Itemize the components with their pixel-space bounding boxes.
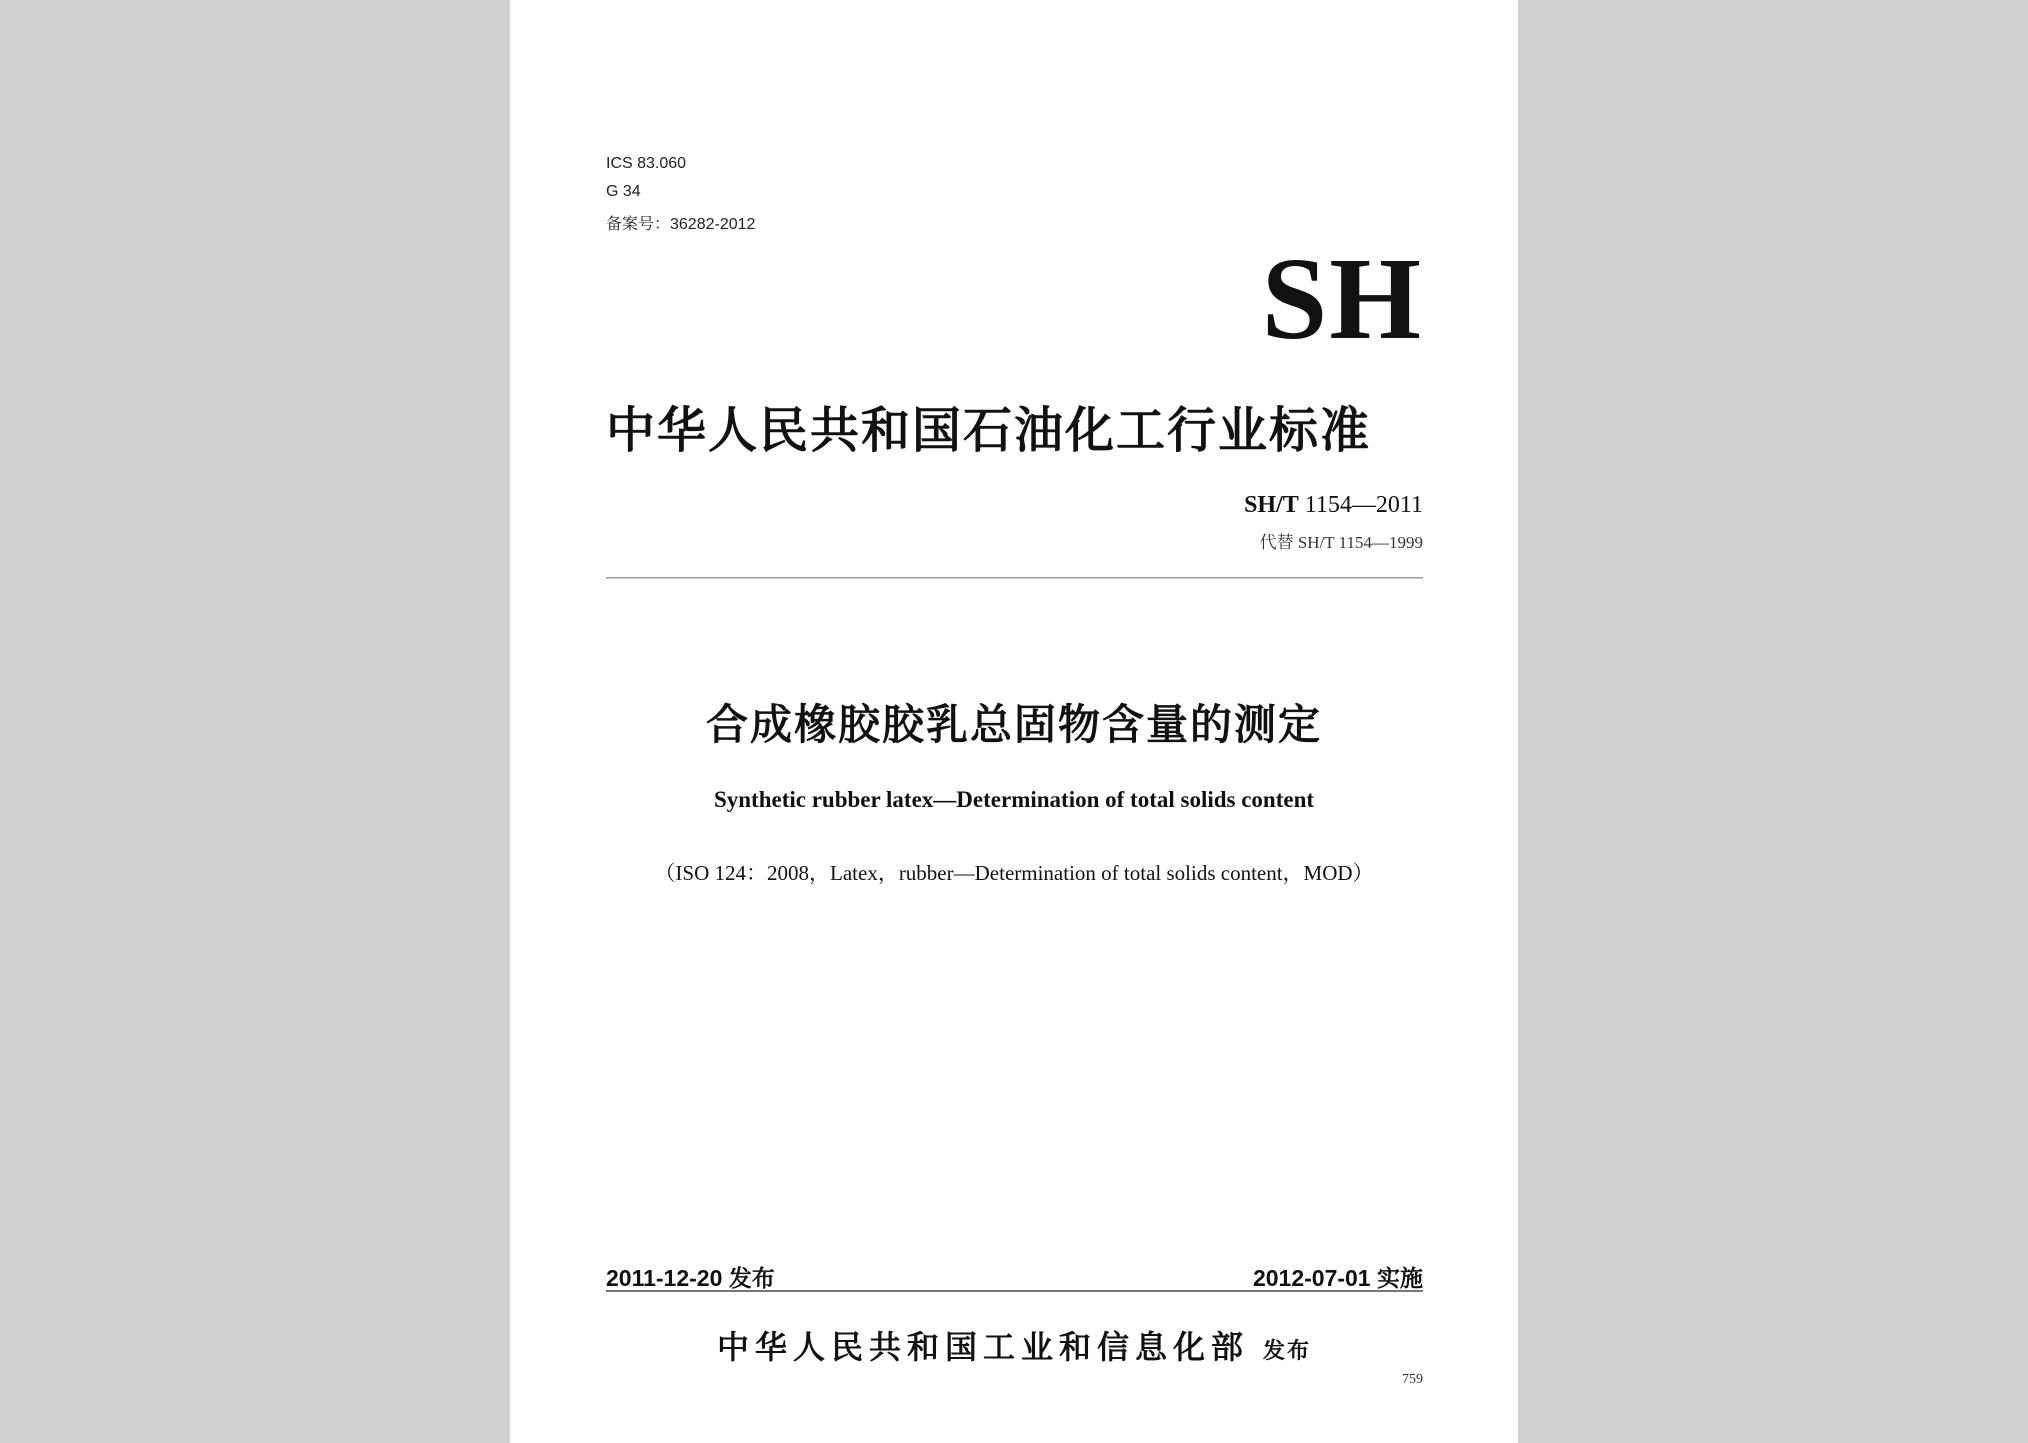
standard-logo: SH: [1261, 233, 1423, 364]
replaces-standard: 代替 SH/T 1154—1999: [1259, 533, 1423, 552]
ccs-code: G 34: [606, 183, 641, 200]
iso-reference: （ISO 124：2008，Latex，rubber—Determination of total solids content，MOD）: [654, 861, 1374, 885]
implementation-date: 2012-07-01 实施: [1252, 1265, 1423, 1291]
issue-date: 2011-12-20 发布: [606, 1265, 775, 1291]
ics-code: ICS 83.060: [606, 155, 687, 172]
standard-code-prefix: SH/T: [1244, 492, 1299, 518]
footer-divider: [606, 1290, 1423, 1292]
document-page: [510, 0, 1518, 1443]
standard-code-number: 1154—2011: [1304, 492, 1423, 518]
header-divider: [606, 577, 1423, 579]
document-title-chinese: 合成橡胶胶乳总固物含量的测定: [705, 700, 1322, 749]
filing-number: 备案号：36282-2012: [606, 216, 756, 233]
document-title-english: Synthetic rubber latex—Determination of total solids content: [713, 787, 1315, 812]
page-number: 759: [1402, 1372, 1423, 1387]
publisher-line: [510, 1322, 1518, 1368]
publisher-suffix: 发布: [1263, 1339, 1312, 1364]
standard-code: [1244, 492, 1423, 519]
standard-category-title: 中华人民共和国石油化工行业标准: [606, 402, 1372, 459]
publisher-name: 中华人民共和国工业和信息化部: [716, 1328, 1249, 1366]
